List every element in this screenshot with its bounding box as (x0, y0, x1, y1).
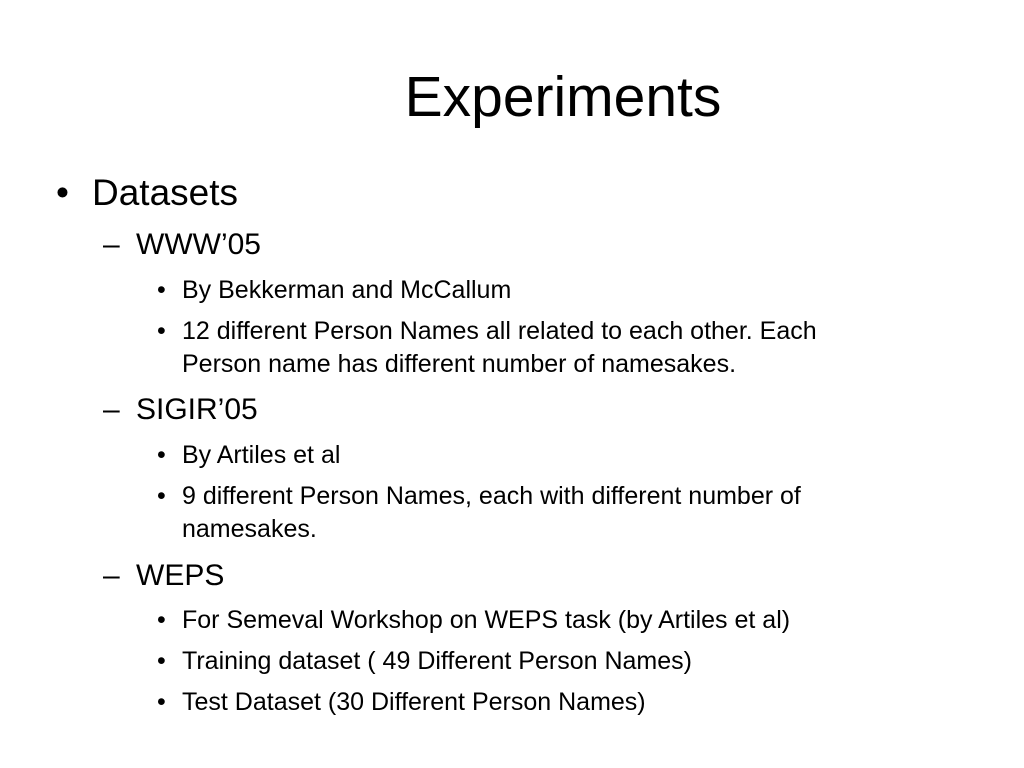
dataset-detail: By Artiles et al (182, 441, 341, 469)
bullet-icon: • (157, 441, 166, 469)
dash-bullet-icon: – (103, 559, 120, 592)
dataset-detail: Training dataset ( 49 Different Person Names) (182, 647, 692, 675)
dataset-detail: 9 different Person Names, each with different number of (182, 482, 801, 510)
bullet-icon: • (56, 172, 69, 213)
dataset-name-weps: WEPS (136, 559, 225, 592)
bullet-icon: • (157, 688, 166, 716)
bullet-icon: • (157, 317, 166, 345)
dataset-detail: Test Dataset (30 Different Person Names) (182, 688, 646, 716)
bullet-icon: • (157, 276, 166, 304)
dataset-detail: 12 different Person Names all related to each other. Each (182, 317, 817, 345)
slide-title: Experiments (404, 65, 722, 129)
dataset-detail-continuation: Person name has different number of namesakes. (182, 350, 737, 378)
dash-bullet-icon: – (103, 393, 120, 426)
dataset-name-sigir05: SIGIR’05 (136, 393, 258, 426)
dash-bullet-icon: – (103, 228, 120, 261)
dataset-name-www05: WWW’05 (136, 228, 261, 261)
section-heading: Datasets (92, 172, 239, 213)
bullet-icon: • (157, 482, 166, 510)
bullet-icon: • (157, 606, 166, 634)
dataset-detail: By Bekkerman and McCallum (182, 276, 512, 304)
bullet-icon: • (157, 647, 166, 675)
dataset-detail-continuation: namesakes. (182, 515, 317, 543)
dataset-detail: For Semeval Workshop on WEPS task (by Artiles et al) (182, 606, 791, 634)
